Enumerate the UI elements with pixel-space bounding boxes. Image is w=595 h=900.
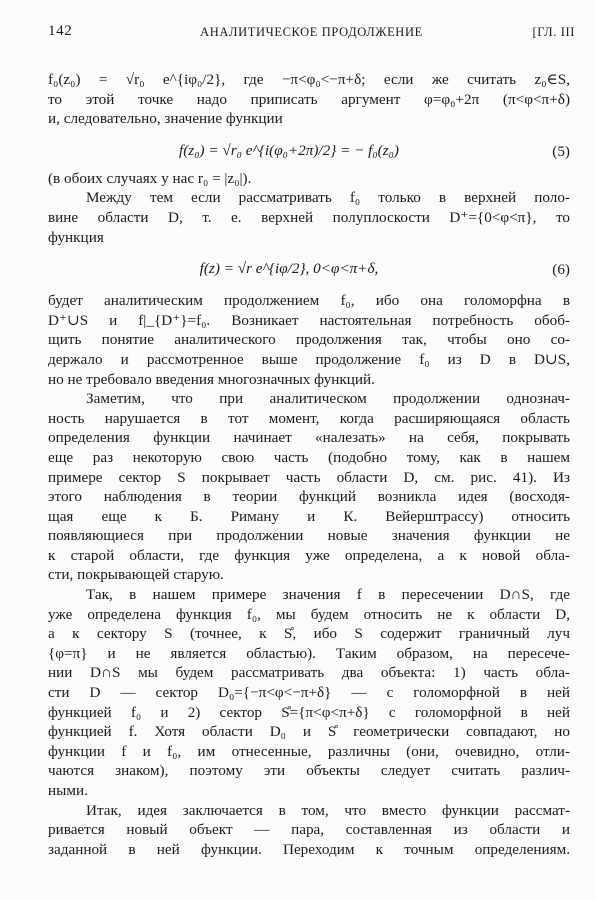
running-title: АНАЛИТИЧЕСКОЕ ПРОДОЛЖЕНИЕ [200,25,423,39]
text-line: функцией f₀ и 2) сектор S̊={π<φ<π+δ} с голоморфной в ней [48,703,570,721]
text-line: еще раз некоторую свою часть (подобно тому, как в нашем [48,448,570,466]
text-line: будет аналитическим продолжением f₀, ибо она голоморфна в [48,292,570,310]
formula-expression: f(z) = √r e^{iφ/2}, 0<φ<π+δ, [199,260,379,278]
text-line: Итак, идея заключается в том, что вместо функции рассмат- [86,801,570,819]
text-line: D⁺∪S и f|_{D⁺}=f₀. Возникает настоятельная потребность обоб- [48,311,570,329]
equation-number: (5) [552,142,570,160]
text-line: чаются знаком), поэтому эти объекты следует считать различ- [48,762,570,780]
text-line: сти, покрывающей старую. [48,566,224,584]
text-line: f₀(z₀) = √r₀ e^{iφ₀/2}, где −π<φ₀<−π+δ; если же считать z₀∈S, [48,71,570,88]
equation-number: (6) [552,261,570,279]
text-line: примере сектор S покрывает часть области D, см. рис. 41). Из [48,468,570,486]
text-line: щая еще к Б. Риману и К. Вейерштрассу) относить [48,507,570,525]
text-line: и, следовательно, значение функции [48,110,283,128]
text-line: Так, в нашем примере значения f в пересечении D∩S, где [86,586,570,604]
text-line: появляющиеся при продолжении новые значения функции не [48,527,570,545]
page-number: 142 [48,23,73,39]
text-line: держало и рассмотренное выше продолжение f₀ из D в D∪S, [48,350,570,368]
text-line: ными. [48,782,88,799]
text-line: {φ=π} и не является областью). Таким образом, на пересече- [48,644,570,662]
text-line: к старой области, где функция уже определена, а к новой обла- [48,546,570,564]
paragraph [48,585,570,801]
display-formula [48,247,570,291]
formula-expression: f(z₀) = √r₀ e^{i(φ₀+2π)/2} = − f₀(z₀) [179,141,399,159]
text-line: щить понятие аналитического продолжения так, чтобы оно со- [48,331,570,349]
page-body [48,70,570,859]
text-line: ривается новый объект — пара, составленная из области и [48,821,570,839]
display-formula [48,129,570,169]
text-line: функции f и f₀, им отнесенные, различны (они, очевидно, отли- [48,742,570,760]
text-line: заданной в ней функции. Переходим к точным определениям. [48,840,570,858]
text-line: а к сектору S (точнее, к S̊, ибо S содержит граничный луч [48,625,570,643]
page-header [48,22,575,42]
text-line: уже определена функция f₀, мы будем относить не к области D, [48,605,570,623]
text-line: этого наблюдения в теории функций возникла идея (восходя- [48,488,570,506]
paragraph [48,389,570,585]
text-line: ность нарушается в тот момент, когда расширяющаяся область [48,409,570,427]
text-line: то этой точке надо приписать аргумент φ=φ₀+2π (π<φ<π+δ) [48,90,570,108]
text-line: Заметим, что при аналитическом продолжении однознач- [86,390,570,408]
paragraph [48,291,570,389]
text-line: сти D — сектор D₀={−π<φ<−π+δ} — с голоморфной в ней [48,684,570,702]
chapter-label: [ГЛ. III [532,25,575,39]
text-line: определения функции начинает «налезать» на себя, покрывать [48,429,570,447]
text-line: но не требовало введения многозначных функций. [48,370,375,388]
text-line: вине области D, т. е. верхней полуплоскости D⁺={0<φ<π}, то [48,208,570,226]
text-line: нии D∩S мы будем рассматривать два объекта: 1) часть обла- [48,664,570,682]
paragraph [48,801,570,860]
text-line: (в обоих случаях у нас r₀ = |z₀|). [48,169,252,187]
text-line: функция [48,228,104,246]
text-line: Между тем если рассматривать f₀ только в верхней поло- [86,189,570,207]
text-line: функцией f. Хотя области D₀ и S̊ геометрически совпадают, но [48,723,570,741]
